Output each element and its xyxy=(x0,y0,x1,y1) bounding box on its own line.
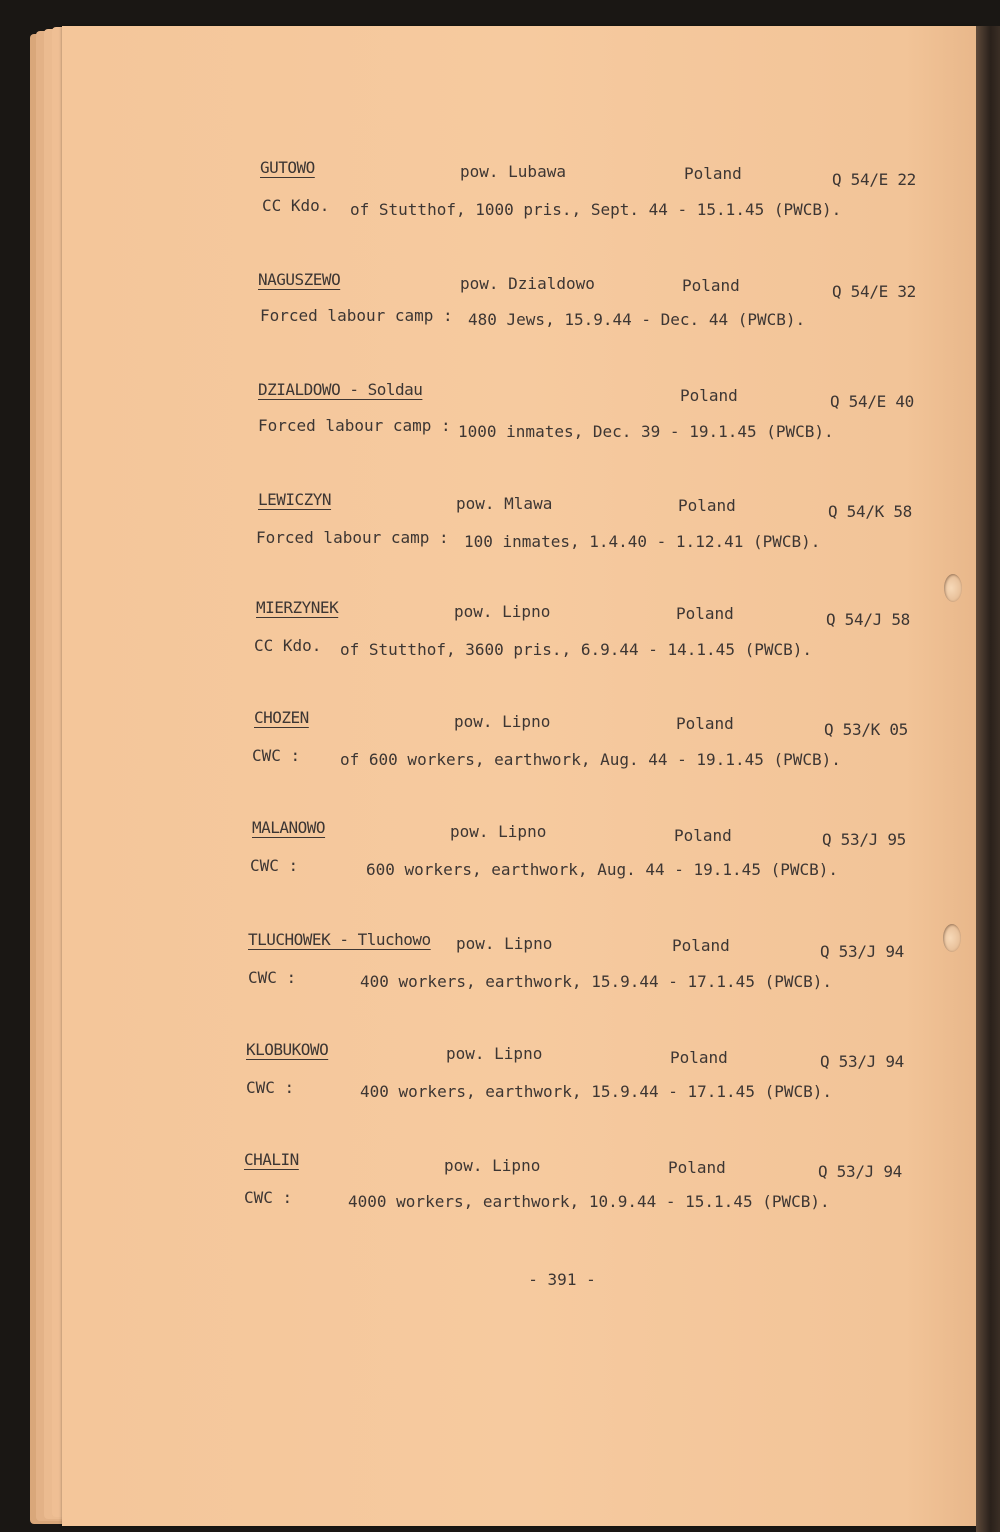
district: pow. Lipno xyxy=(454,602,551,621)
camp-entry xyxy=(0,930,1000,1030)
place-name: MALANOWO xyxy=(252,818,326,837)
place-name: DZIALDOWO - Soldau xyxy=(258,380,423,399)
entry-details: 4000 workers, earthwork, 10.9.44 - 15.1.45 (PWCB). xyxy=(348,1192,830,1211)
grid-reference: Q 54/E 32 xyxy=(832,282,916,301)
grid-reference: Q 53/J 94 xyxy=(820,1052,904,1071)
entry-details: of Stutthof, 1000 pris., Sept. 44 - 15.1.45 (PWCB). xyxy=(350,200,842,219)
country: Poland xyxy=(676,714,734,733)
country: Poland xyxy=(672,936,730,955)
country: Poland xyxy=(684,164,742,183)
camp-entry xyxy=(0,380,1000,480)
district: pow. Lipno xyxy=(454,712,551,731)
grid-reference: Q 53/J 95 xyxy=(822,830,906,849)
country: Poland xyxy=(676,604,734,623)
place-name: MIERZYNEK xyxy=(256,598,339,617)
entry-label: Forced labour camp : xyxy=(258,416,451,435)
place-name: KLOBUKOWO xyxy=(246,1040,329,1059)
country: Poland xyxy=(678,496,736,515)
camp-entry xyxy=(0,1150,1000,1250)
district: pow. Lipno xyxy=(446,1044,543,1063)
district: pow. Lipno xyxy=(450,822,547,841)
entry-details: 400 workers, earthwork, 15.9.44 - 17.1.45 (PWCB). xyxy=(360,972,833,991)
entry-details: 1000 inmates, Dec. 39 - 19.1.45 (PWCB). xyxy=(458,422,834,441)
camp-entry xyxy=(0,818,1000,918)
entry-label: CWC : xyxy=(250,856,299,875)
camp-entry xyxy=(0,1040,1000,1140)
entry-details: 600 workers, earthwork, Aug. 44 - 19.1.45 (PWCB). xyxy=(366,860,839,879)
entry-label: Forced labour camp : xyxy=(260,306,453,325)
country: Poland xyxy=(682,276,740,295)
entry-label: CWC : xyxy=(246,1078,295,1097)
grid-reference: Q 53/J 94 xyxy=(820,942,904,961)
country: Poland xyxy=(680,386,738,405)
camp-entry xyxy=(0,490,1000,590)
camp-entry xyxy=(0,158,1000,258)
entry-label: CWC : xyxy=(252,746,301,765)
entry-details: 480 Jews, 15.9.44 - Dec. 44 (PWCB). xyxy=(468,310,806,329)
camp-entry xyxy=(0,708,1000,808)
place-name: NAGUSZEWO xyxy=(258,270,341,289)
place-name: CHALIN xyxy=(244,1150,299,1169)
page-number: - 391 - xyxy=(528,1270,596,1289)
country: Poland xyxy=(670,1048,728,1067)
grid-reference: Q 53/J 94 xyxy=(818,1162,902,1181)
grid-reference: Q 54/E 40 xyxy=(830,392,914,411)
grid-reference: Q 54/E 22 xyxy=(832,170,916,189)
entry-details: of Stutthof, 3600 pris., 6.9.44 - 14.1.45 (PWCB). xyxy=(340,640,813,659)
district: pow. Dzialdowo xyxy=(460,274,595,293)
grid-reference: Q 53/K 05 xyxy=(824,720,908,739)
country: Poland xyxy=(668,1158,726,1177)
grid-reference: Q 54/K 58 xyxy=(828,502,912,521)
entry-details: 100 inmates, 1.4.40 - 1.12.41 (PWCB). xyxy=(464,532,821,551)
district: pow. Lipno xyxy=(444,1156,541,1175)
camp-entry xyxy=(0,598,1000,698)
entry-label: Forced labour camp : xyxy=(256,528,449,547)
district: pow. Lubawa xyxy=(460,162,566,181)
grid-reference: Q 54/J 58 xyxy=(826,610,910,629)
country: Poland xyxy=(674,826,732,845)
place-name: TLUCHOWEK - Tluchowo xyxy=(248,930,431,949)
place-name: GUTOWO xyxy=(260,158,315,177)
entry-label: CC Kdo. xyxy=(254,636,322,655)
district: pow. Lipno xyxy=(456,934,553,953)
entry-label: CWC : xyxy=(248,968,297,987)
entry-label: CC Kdo. xyxy=(262,196,330,215)
place-name: LEWICZYN xyxy=(258,490,332,509)
camp-entry xyxy=(0,268,1000,368)
place-name: CHOZEN xyxy=(254,708,309,727)
entry-details: 400 workers, earthwork, 15.9.44 - 17.1.45 (PWCB). xyxy=(360,1082,833,1101)
district: pow. Mlawa xyxy=(456,494,553,513)
entry-label: CWC : xyxy=(244,1188,293,1207)
entry-details: of 600 workers, earthwork, Aug. 44 - 19.1.45 (PWCB). xyxy=(340,750,841,769)
